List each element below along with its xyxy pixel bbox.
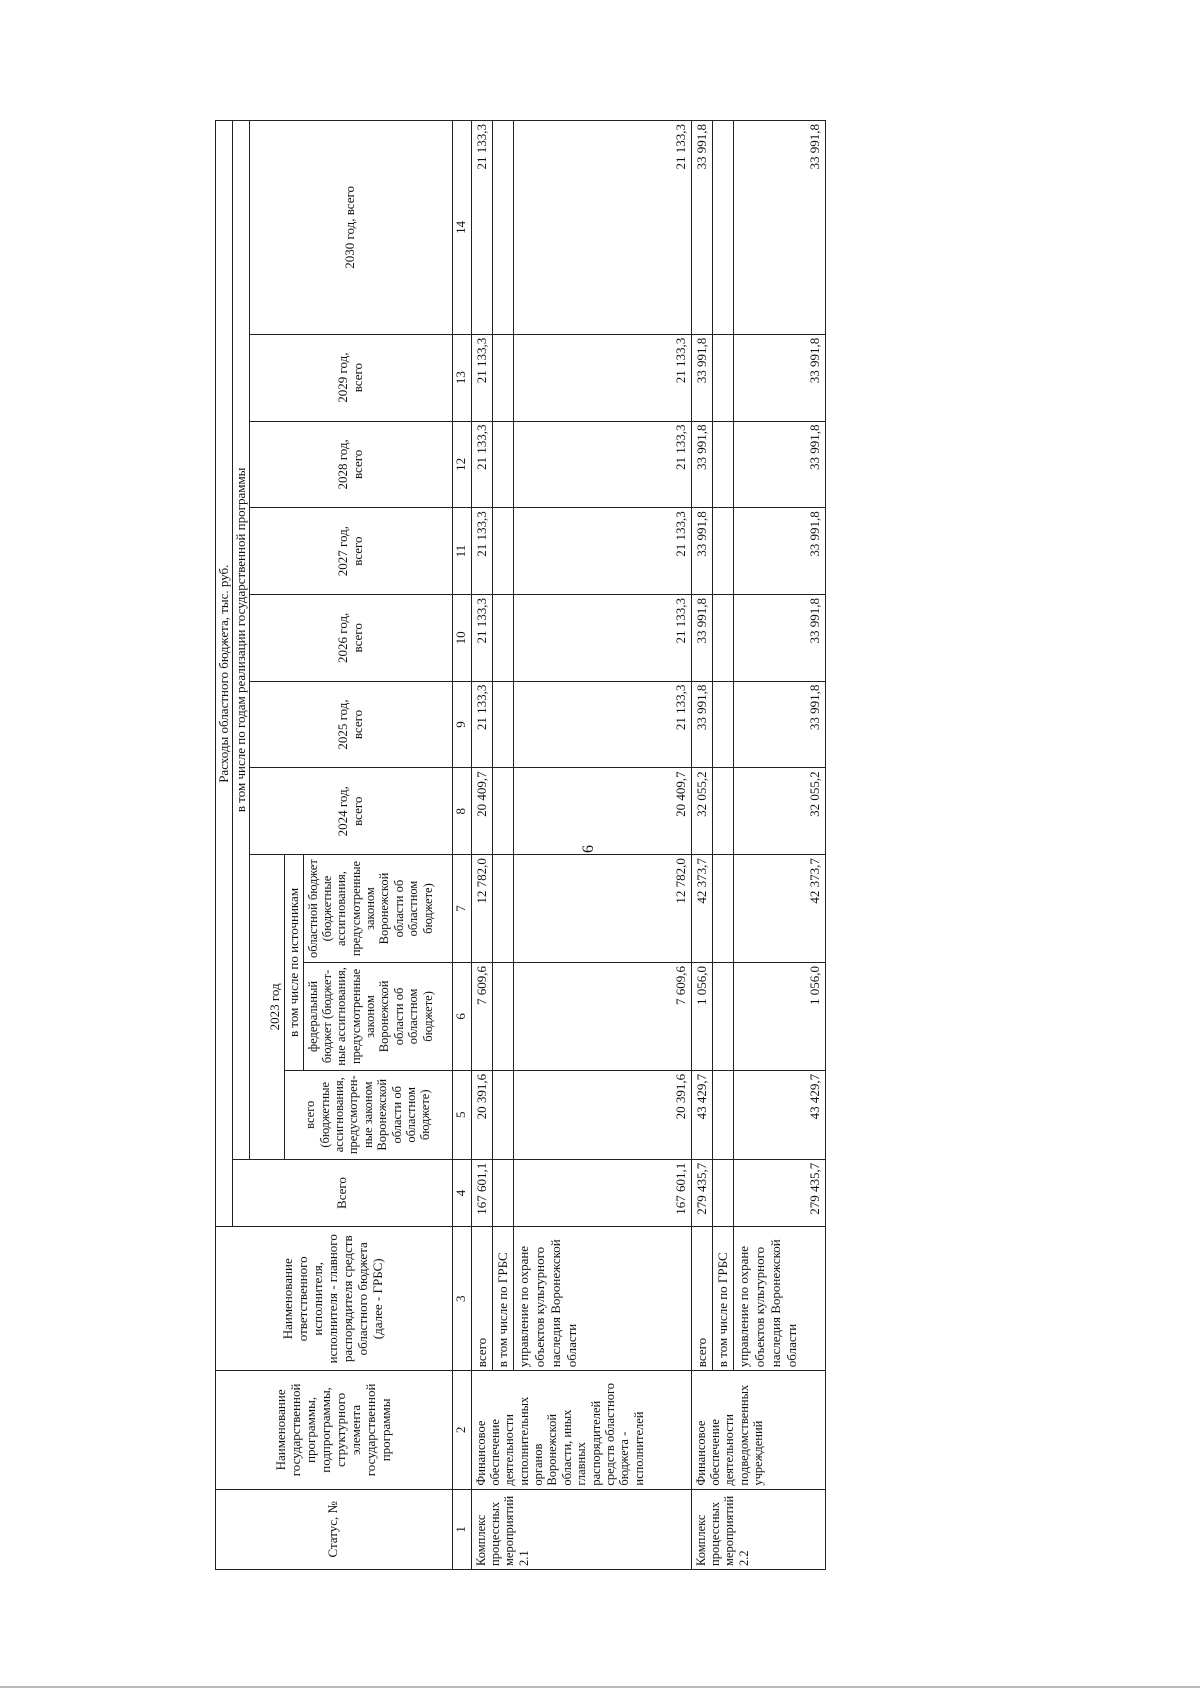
program-name-cell: Финансовое обеспечение деятельности исполнительных органов Воронежской области, иных главных распорядителей средств областного бюджета - исполнителей [471,1371,691,1489]
value-cell: 33 991,8 [733,121,825,335]
header-2023-spacer [250,855,268,1160]
header-2026: 2026 год, всего [250,594,453,681]
table-row [513,121,691,1570]
header-2023-sources [284,855,452,1071]
executor-org-cell: управление по охране объектов культурного наследия Воронежской области [733,1227,825,1371]
header-expenses-group: Расходы областного бюджета, тыс. руб. [216,121,233,1227]
value-cell: 21 133,3 [471,594,492,681]
value-cell: 42 373,7 [733,855,825,963]
value-cell: 167 601,1 [513,1159,691,1227]
index-cell: 7 [452,855,471,963]
status-cell: Комплекс процессных мероприятий 2.1 [471,1489,691,1569]
table-row [471,121,492,1570]
header-sources-title: в том числе по источникам [285,855,304,1070]
rotated-page-content [215,120,822,1570]
value-cell: 21 133,3 [513,421,691,508]
value-cell: 1 056,0 [691,962,712,1070]
header-status: Статус, № [216,1489,453,1569]
header-total: Всего [233,1159,453,1227]
value-cell: 167 601,1 [471,1159,492,1227]
value-cell: 20 409,7 [513,768,691,855]
value-cell: 20 391,6 [513,1070,691,1159]
value-cell: 33 991,8 [691,594,712,681]
value-cell: 21 133,3 [471,121,492,335]
value-cell: 1 056,0 [733,962,825,1070]
value-cell: 21 133,3 [513,121,691,335]
value-cell: 33 991,8 [691,121,712,335]
header-2023-regional: областной бюджет (бюджетные ассигнования, предусмотренные законом Воронежской области об областном бюджете) [305,859,435,958]
executor-org-cell: управление по охране объектов культурного наследия Воронежской области [513,1227,691,1371]
index-cell: 5 [452,1070,471,1159]
table-row [712,121,733,1570]
value-cell: 21 133,3 [471,508,492,595]
table-row [733,121,825,1570]
index-cell: 9 [452,681,471,768]
value-cell: 21 133,3 [471,681,492,768]
value-cell: 7 609,6 [513,962,691,1070]
value-cell: 33 991,8 [691,681,712,768]
value-cell: 33 991,8 [733,421,825,508]
value-cell: 20 391,6 [471,1070,492,1159]
index-cell: 11 [452,508,471,595]
value-cell: 21 133,3 [471,421,492,508]
index-cell: 10 [452,594,471,681]
column-index-row [452,121,471,1570]
value-cell: 33 991,8 [733,508,825,595]
scan-edge-line [0,1686,1200,1688]
value-cell: 7 609,6 [471,962,492,1070]
value-cell: 33 991,8 [733,594,825,681]
index-cell: 12 [452,421,471,508]
value-cell: 33 991,8 [733,681,825,768]
header-2029: 2029 год, всего [250,334,453,421]
budget-table [215,120,826,1570]
value-cell: 20 409,7 [471,768,492,855]
header-executor: Наименование ответственного исполнителя, исполнителя - главного распорядителя средств областного бюджета (далее - ГРБС) [216,1227,453,1371]
value-cell: 33 991,8 [733,334,825,421]
value-cell: 12 782,0 [513,855,691,963]
page-number: 6 [580,845,597,853]
header-2023-federal: федеральный бюджет (бюджет-ные ассигнования, предусмотренные законом Воронежской области об областном бюджете) [304,962,452,1070]
executor-total-cell: всего [691,1227,712,1371]
index-cell: 2 [452,1371,471,1489]
index-cell: 3 [452,1227,471,1371]
value-cell: 33 991,8 [691,508,712,595]
value-cell: 279 435,7 [691,1159,712,1227]
header-2023-total: всего (бюджетные ассигнования, предусмотрен-ные законом Воронежской области об областном бюджете) [284,1070,452,1159]
index-cell: 14 [452,121,471,335]
value-cell: 21 133,3 [513,508,691,595]
header-2023: 2023 год [268,855,285,1160]
value-cell: 32 055,2 [733,768,825,855]
status-cell: Комплекс процессных мероприятий 2.2 [691,1489,825,1569]
index-cell: 8 [452,768,471,855]
executor-incl-cell: в том числе по ГРБС [492,1227,513,1371]
header-2030: 2030 год, всего [250,121,453,335]
value-cell: 12 782,0 [471,855,492,963]
index-cell: 13 [452,334,471,421]
header-2027: 2027 год, всего [250,508,453,595]
header-2024: 2024 год, всего [250,768,453,855]
table-row [691,121,712,1570]
index-cell: 4 [452,1159,471,1227]
value-cell: 21 133,3 [513,594,691,681]
index-cell: 6 [452,962,471,1070]
executor-total-cell: всего [471,1227,492,1371]
value-cell: 279 435,7 [733,1159,825,1227]
value-cell: 33 991,8 [691,421,712,508]
value-cell: 42 373,7 [691,855,712,963]
value-cell: 43 429,7 [733,1070,825,1159]
header-2028: 2028 год, всего [250,421,453,508]
value-cell: 21 133,3 [471,334,492,421]
executor-incl-cell: в том числе по ГРБС [712,1227,733,1371]
value-cell: 33 991,8 [691,334,712,421]
index-cell: 1 [452,1489,471,1569]
program-name-cell: Финансовое обеспечение деятельности подведомственных учреждений [691,1371,825,1489]
table-row [492,121,513,1570]
header-program-name: Наименование государственной программы, подпрограммы, структурного элемента государственной программы [216,1371,453,1489]
value-cell: 43 429,7 [691,1070,712,1159]
value-cell: 21 133,3 [513,681,691,768]
header-2025: 2025 год, всего [250,681,453,768]
value-cell: 21 133,3 [513,334,691,421]
header-years-group: в том числе по годам реализации государственной программы [233,121,250,1160]
value-cell: 32 055,2 [691,768,712,855]
